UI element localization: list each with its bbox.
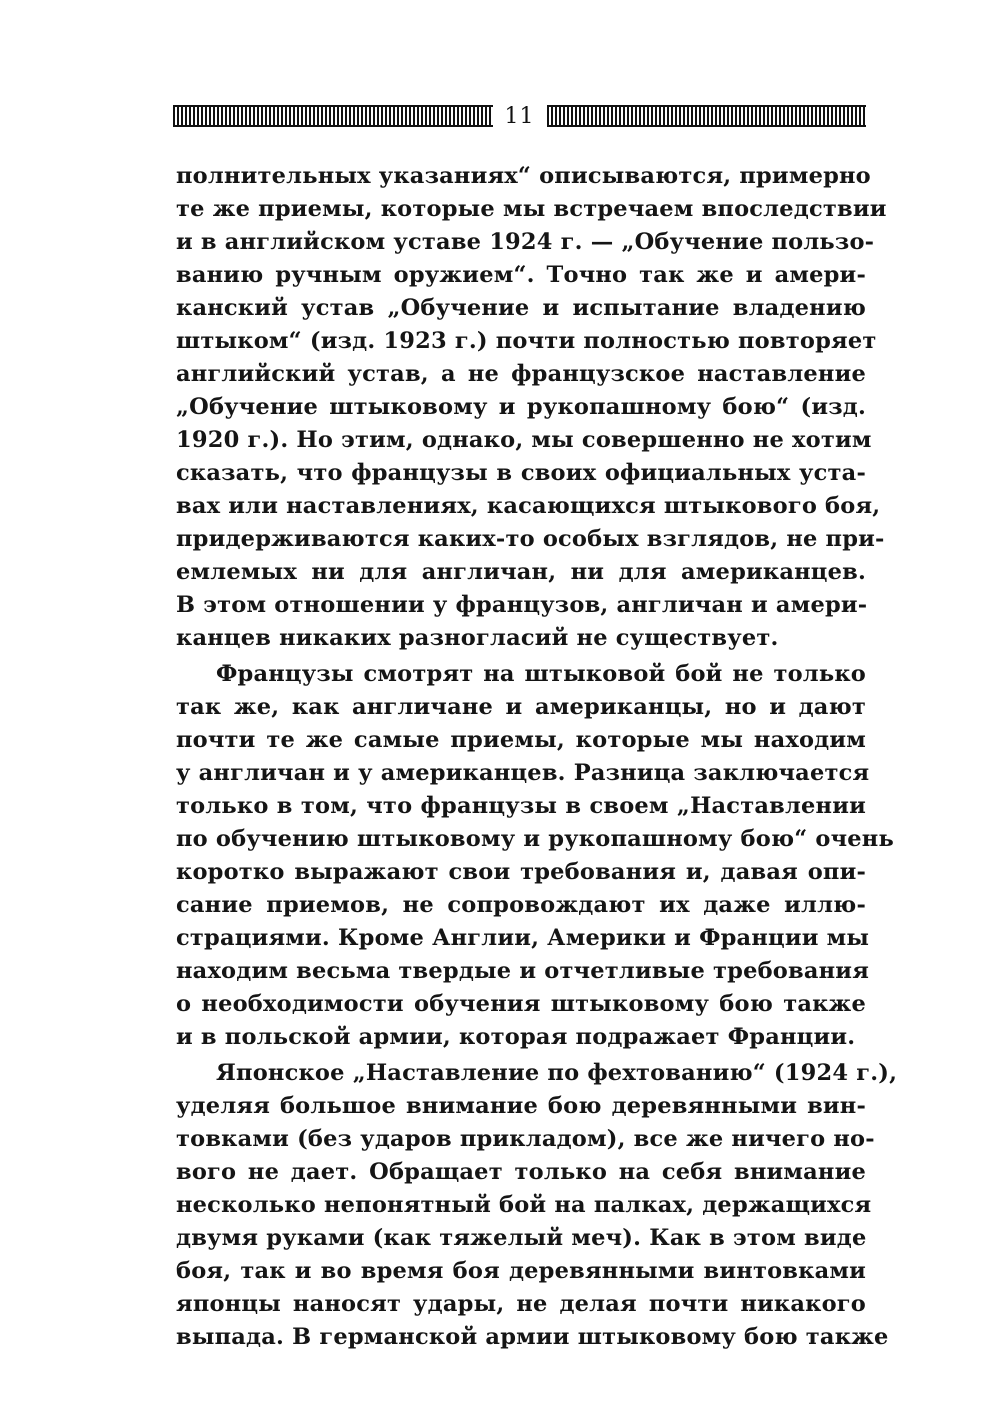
text-line: полнительных указаниях“ описываются, примерно xyxy=(176,163,871,189)
text-line: у англичан и у американцев. Разница заключается xyxy=(176,760,870,786)
text-line: В этом отношении у французов, англичан и амери- xyxy=(176,592,868,618)
text-line: боя, так и во время боя деревянными винтовками xyxy=(176,1258,866,1284)
text-line: по обучению штыковому и рукопашному бою“ очень xyxy=(176,826,894,852)
text-line: штыком“ (изд. 1923 г.) почти полностью повторяет xyxy=(176,328,877,354)
text-line: ванию ручным оружием“. Точно так же и амери- xyxy=(176,262,866,288)
header-rule-right xyxy=(547,105,867,127)
text-line: товками (без ударов прикладом), все же ничего но- xyxy=(176,1126,875,1152)
text-line: выпада. В германской армии штыковому бою также xyxy=(176,1324,889,1350)
header-rule-left xyxy=(173,105,493,127)
text-line: коротко выражают свои требования и, давая опи- xyxy=(176,859,866,885)
text-line: находим весьма твердые и отчетливые требования xyxy=(176,958,870,984)
text-line: несколько непонятный бой на палках, держащихся xyxy=(176,1192,872,1218)
text-line: вах или наставлениях, касающихся штыкового боя, xyxy=(176,493,881,519)
page-number: 11 xyxy=(504,103,535,129)
text-line: канский устав „Обучение и испытание владению xyxy=(176,295,866,321)
text-line: 1920 г.). Но этим, однако, мы совершенно не хотим xyxy=(176,427,872,453)
text-line: те же приемы, которые мы встречаем впоследствии xyxy=(176,196,887,222)
text-line: придерживаются каких-то особых взглядов, не при- xyxy=(176,526,885,552)
text-line: и в польской армии, которая подражает Франции. xyxy=(176,1024,856,1050)
text-line: вого не дает. Обращает только на себя внимание xyxy=(176,1159,866,1185)
body-text xyxy=(176,160,898,1354)
text-line: английский устав, а не французское наставление xyxy=(176,361,866,387)
text-line: уделяя большое внимание бою деревянными вин- xyxy=(176,1093,866,1119)
text-line: так же, как англичане и американцы, но и дают xyxy=(176,694,866,720)
running-header xyxy=(173,98,866,134)
text-line: японцы наносят удары, не делая почти никакого xyxy=(176,1291,866,1317)
text-line: сание приемов, не сопровождают их даже иллю- xyxy=(176,892,866,918)
text-line: „Обучение штыковому и рукопашному бою“ (изд. xyxy=(176,394,866,420)
text-line: канцев никаких разногласий не существует. xyxy=(176,625,779,651)
text-line: Французы смотрят на штыковой бой не только xyxy=(216,661,866,687)
text-line: двумя руками (как тяжелый меч). Как в этом виде xyxy=(176,1225,867,1251)
text-line: только в том, что французы в своем „Наставлении xyxy=(176,793,866,819)
text-line: и в английском уставе 1924 г. — „Обучение пользо- xyxy=(176,229,875,255)
text-line: почти те же самые приемы, которые мы находим xyxy=(176,727,866,753)
text-line: емлемых ни для англичан, ни для американцев. xyxy=(176,559,866,585)
text-line: Японское „Наставление по фехтованию“ (1924 г.), xyxy=(216,1060,898,1086)
text-line: страциями. Кроме Англии, Америки и Франции мы xyxy=(176,925,870,951)
text-line: о необходимости обучения штыковому бою также xyxy=(176,991,866,1017)
text-line: сказать, что французы в своих официальных уста- xyxy=(176,460,866,486)
